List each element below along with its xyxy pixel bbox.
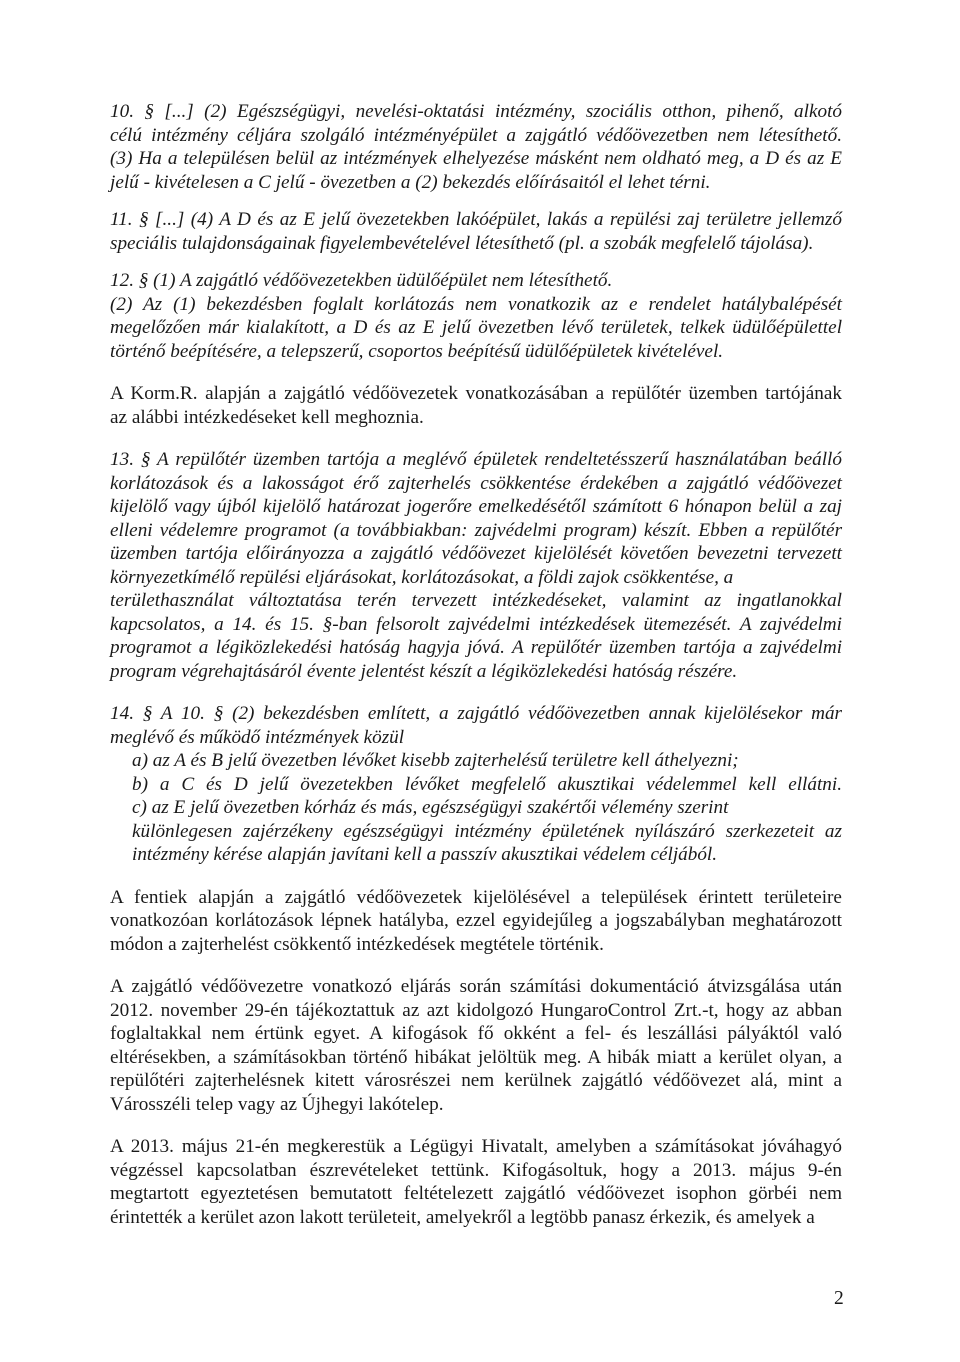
paragraph-korm-r — [110, 382, 842, 429]
document-page — [110, 100, 842, 1229]
text-line: az alábbi intézkedéseket kell meghoznia. — [110, 406, 424, 428]
text-line: 14. § A 10. § (2) bekezdésben említett, a zajgátló védőövezetben annak kijelölésekor már — [110, 703, 843, 724]
list-item: a) az A és B jelű övezetben lévőket kisebb zajterhelésű területre kell áthelyezni; — [132, 750, 739, 771]
text-line: megtartott egyeztetésen bemutatott feltételezett zajgátló védőövezet isophon görbéi nem — [110, 1183, 843, 1204]
text-line: területhasználat változtatása terén tervezett intézkedéseket, valamint az ingatlanokkal — [110, 590, 842, 611]
text-line: elleni védelemre programot (a továbbiakban: zajvédelmi program) készít. Ebben a repülőtér — [110, 519, 843, 541]
paragraph-2013 — [110, 1135, 842, 1229]
list-item: intézmény kérése alapján javítani kell a passzív akusztikai védelem céljából. — [132, 844, 718, 865]
text-line: 10. § [...] (2) Egészségügyi, nevelési-oktatási intézmény, szociális otthon, pihenő, alkotó — [110, 101, 843, 122]
text-line: 2012. november 29-én tájékoztattuk az azt kidolgozó HungaroControl Zrt.-t, hogy az abban — [110, 999, 843, 1021]
text-line: üzemben tartója előirányozza a zajgátló védőövezet kijelölését követően bevezetni tervezett — [110, 543, 843, 564]
paragraph-13 — [110, 448, 842, 683]
text-line: repülőtéri zajterhelésnek kitett városrészei nem kerülnek zajgátló védőövezet alá, mint a — [110, 1070, 843, 1091]
text-line: A fentiek alapján a zajgátló védőövezetek kijelölésével a települések érintett területeire — [110, 886, 842, 908]
text-line: A Korm.R. alapján a zajgátló védőövezetek vonatkozásában a repülőtér üzemben tartójának — [110, 383, 843, 404]
list-item: b) a C és D jelű övezetekben lévőket megfelelő akusztikai védelemmel kell ellátni. — [132, 773, 843, 795]
paragraph-12 — [110, 269, 842, 363]
text-line: 12. § (1) A zajgátló védőövezetekben üdülőépület nem létesíthető. — [110, 270, 613, 291]
text-line: 13. § A repülőtér üzemben tartója a meglévő épületek rendeltetésszerű használatában beálló — [110, 449, 842, 470]
text-line: történő beépítésére, a telepszerű, csoportos beépítésű üdülőépületek kivételével. — [110, 340, 724, 362]
text-line: kapcsolatos, a 14. és 15. §-ban felsorolt zajvédelmi intézkedések ütemezését. A zajvédelmi — [110, 613, 842, 635]
text-line: (3) Ha a településen belül az intézmények elhelyezése másként nem oldható meg, a D és az E — [110, 148, 842, 169]
paragraph-gap — [110, 1116, 842, 1135]
paragraph-gap — [110, 429, 842, 448]
paragraph-11 — [110, 208, 842, 255]
text-line: jelű - kivételesen a C jelű - övezetben a (2) bekezdés előírásaitól el lehet térni. — [110, 171, 711, 193]
text-line: A 2013. május 21-én megkerestük a Légügyi Hivatalt, amelyben a számításokat jóváhagyó — [110, 1136, 843, 1157]
text-line: speciális tulajdonságainak figyelembevételével létesíthető (pl. a szobák megfelelő tájolása). — [110, 232, 814, 254]
text-line: megelőzően már kialakított, a D és az E jelű övezetben lévő területek, telkek üdülőépülettel — [110, 317, 843, 338]
text-line: (2) Az (1) bekezdésben foglalt korlátozás nem vonatkozik az e rendelet hatálybalépését — [110, 293, 843, 315]
text-line: foglaltakkal nem értünk egyet. A kifogások fő okként a fel- és leszállási pályáktól való — [110, 1023, 843, 1044]
paragraph-14 — [110, 702, 842, 867]
paragraph-gap — [110, 363, 842, 382]
text-line: módon a zajterhelést csökkentő intézkedések megtétele történik. — [110, 933, 604, 955]
text-line: Városszéli telep vagy az Újhegyi lakótelep. — [110, 1093, 444, 1115]
text-line: kijelölő vagy újból kijelölő határozat jogerőre emelkedésétől számított 6 hónapon belül a zaj — [110, 496, 843, 517]
list-item: c) az E jelű övezetben kórház és más, egészségügyi szakértői vélemény szerint — [132, 797, 729, 818]
text-line: környezetkímélő repülési eljárásokat, korlátozásokat, a földi zajok csökkentése, a — [110, 566, 734, 588]
text-line: eltérésekben, a számításokban történő hibákat jelöltük meg. A hibák miatt a kerület olyan, a — [110, 1046, 843, 1068]
paragraph-fentiek — [110, 886, 842, 957]
paragraph-gap — [110, 683, 842, 702]
text-line: meglévő és működő intézmények közül — [110, 726, 405, 748]
text-line: végzéssel kapcsolatban észrevételeket tettünk. Kifogásoltuk, hogy a 2013. május 9-én — [110, 1159, 843, 1181]
text-line: célú intézmény céljára szolgáló intézményépület a zajgátló védőövezetben nem létesíthető. — [110, 124, 843, 146]
text-line: program végrehajtásáról évente jelentést készít a légiközlekedési hatóság részére. — [110, 660, 738, 682]
text-line: 11. § [...] (4) A D és az E jelű övezetekben lakóépület, lakás a repülési zaj területre jellemző — [110, 209, 842, 230]
paragraph-gap — [110, 255, 842, 269]
page-number: 2 — [834, 1288, 844, 1309]
paragraph-gap — [110, 956, 842, 975]
text-line: A zajgátló védőövezetre vonatkozó eljárás során számítási dokumentáció átvizsgálása után — [110, 976, 842, 997]
paragraph-gap — [110, 194, 842, 208]
paragraph-gap — [110, 867, 842, 886]
text-line: érintették a kerület azon lakott területeit, amelyekről a legtöbb panasz érkezik, és amelyek a — [110, 1206, 815, 1228]
text-line: vonatkozóan korlátozások lépnek hatályba, ezzel egyidejűleg a jogszabályban meghatározott — [110, 910, 842, 931]
text-line: korlátozások és a lakosságot érő zajterhelés csökkentése érdekében a zajgátló védőövezet — [110, 472, 843, 494]
paragraph-10 — [110, 100, 842, 194]
list-item: különlegesen zajérzékeny egészségügyi intézmény épületének nyílászáró szerkezeteit az — [132, 820, 842, 842]
text-line: programot a légiközlekedési hatóság hagyja jóvá. A repülőtér üzemben tartója a zajvédelmi — [110, 637, 843, 658]
paragraph-eljaras — [110, 975, 842, 1116]
